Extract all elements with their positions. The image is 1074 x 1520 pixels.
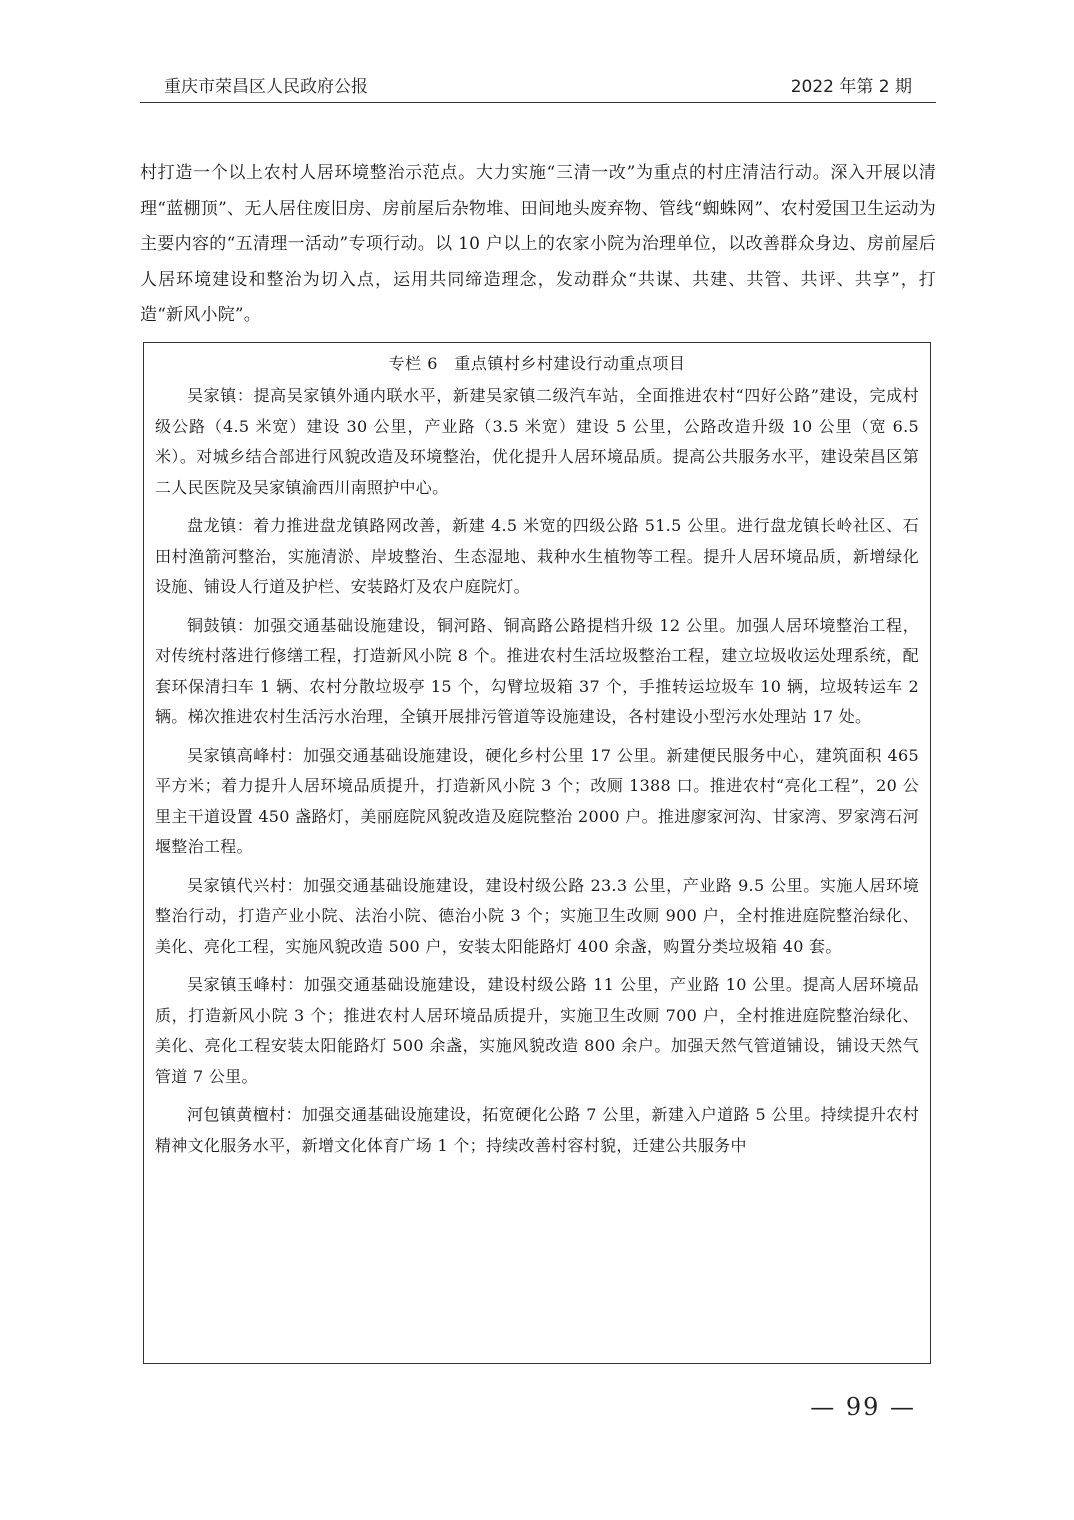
issue-label: 2022 年第 2 期 (790, 77, 912, 97)
box-paragraph-tonggu: 铜鼓镇：加强交通基础设施建设，铜河路、铜高路公路提档升级 12 公里。加强人居环境整治工程，对传统村落进行修缮工程，打造新风小院 8 个。推进农村生活垃圾整治工程，建立垃圾收运处理系统，配套环保清扫车 1 辆、农村分散垃圾亭 15 个，勾臂垃圾箱 37 个，手推转运垃圾车 10 辆，垃圾转运车 2 辆。梯次推进农村生活污水治理，全镇开展排污管道等设施建设，各村建设小型污水处理站 17 处。 (155, 615, 919, 726)
intro-section (140, 156, 936, 334)
page-header (140, 76, 936, 103)
box-paragraph-gaofeng: 吴家镇高峰村：加强交通基础设施建设，硬化乡村公里 17 公里。新建便民服务中心，建筑面积 465 平方米；着力提升人居环境品质提升，打造新风小院 3 个；改厕 1388 口。推进农村“亮化工程”，20 公里主干道设置 450 盏路灯，美丽庭院风貌改造及庭院整治 2000 户。推进廖家河沟、甘家湾、罗家湾石河堰整治工程。 (155, 745, 919, 856)
box-paragraph-wujia: 吴家镇：提高吴家镇外通内联水平，新建吴家镇二级汽车站，全面推进农村“四好公路”建设，完成村级公路（4.5 米宽）建设 30 公里，产业路（3.5 米宽）建设 5 公里，公路改造升级 10 公里（宽 6.5 米）。对城乡结合部进行风貌改造及环境整治，优化提升人居环境品质。提高公共服务水平，建设荣昌区第二人民医院及吴家镇渝西川南照护中心。 (155, 386, 919, 497)
publication-title: 重庆市荣昌区人民政府公报 (164, 77, 368, 97)
box-paragraph-panlong: 盘龙镇：着力推进盘龙镇路网改善，新建 4.5 米宽的四级公路 51.5 公里。进行盘龙镇长岭社区、石田村渔箭河整治，实施清淤、岸坡整治、生态湿地、栽种水生植物等工程。提升人居环境品质，新增绿化设施、铺设人行道及护栏、安装路灯及农户庭院灯。 (155, 516, 919, 596)
box-title: 专栏 6 重点镇村乡村建设行动重点项目 (388, 354, 686, 373)
intro-paragraph: 村打造一个以上农村人居环境整治示范点。大力实施“三清一改”为重点的村庄清洁行动。深入开展以清理“蓝棚顶”、无人居住废旧房、房前屋后杂物堆、田间地头废弃物、管线“蜘蛛网”、农村爱国卫生运动为主要内容的“五清理一活动”专项行动。以 10 户以上的农家小院为治理单位，以改善群众身边、房前屋后人居环境建设和整治为切入点，运用共同缔造理念，发动群众“共谋、共建、共管、共评、共享”，打造“新风小院”。 (140, 163, 936, 325)
box-paragraph-huangtan: 河包镇黄檀村：加强交通基础设施建设，拓宽硬化公路 7 公里，新建入户道路 5 公里。持续提升农村精神文化服务水平，新增文化体育广场 1 个；持续改善村容村貌，迁建公共服务中 (155, 1105, 919, 1155)
box-paragraph-yufeng: 吴家镇玉峰村：加强交通基础设施建设，建设村级公路 11 公里，产业路 10 公里。提高人居环境品质，打造新风小院 3 个；推进农村人居环境品质提升，实施卫生改厕 700 户，全村推进庭院整治绿化、美化、亮化工程安装太阳能路灯 500 余盏，实施风貌改造 800 余户。加强天然气管道铺设，铺设天然气管道 7 公里。 (155, 975, 919, 1086)
page-number: — 99 — (810, 1393, 916, 1421)
feature-box (143, 342, 931, 1364)
box-paragraph-daixing: 吴家镇代兴村：加强交通基础设施建设，建设村级公路 23.3 公里，产业路 9.5 公里。实施人居环境整治行动，打造产业小院、法治小院、德治小院 3 个；实施卫生改厕 900 户，全村推进庭院整治绿化、美化、亮化工程，实施风貌改造 500 户，安装太阳能路灯 400 余盏，购置分类垃圾箱 40 套。 (155, 875, 919, 956)
